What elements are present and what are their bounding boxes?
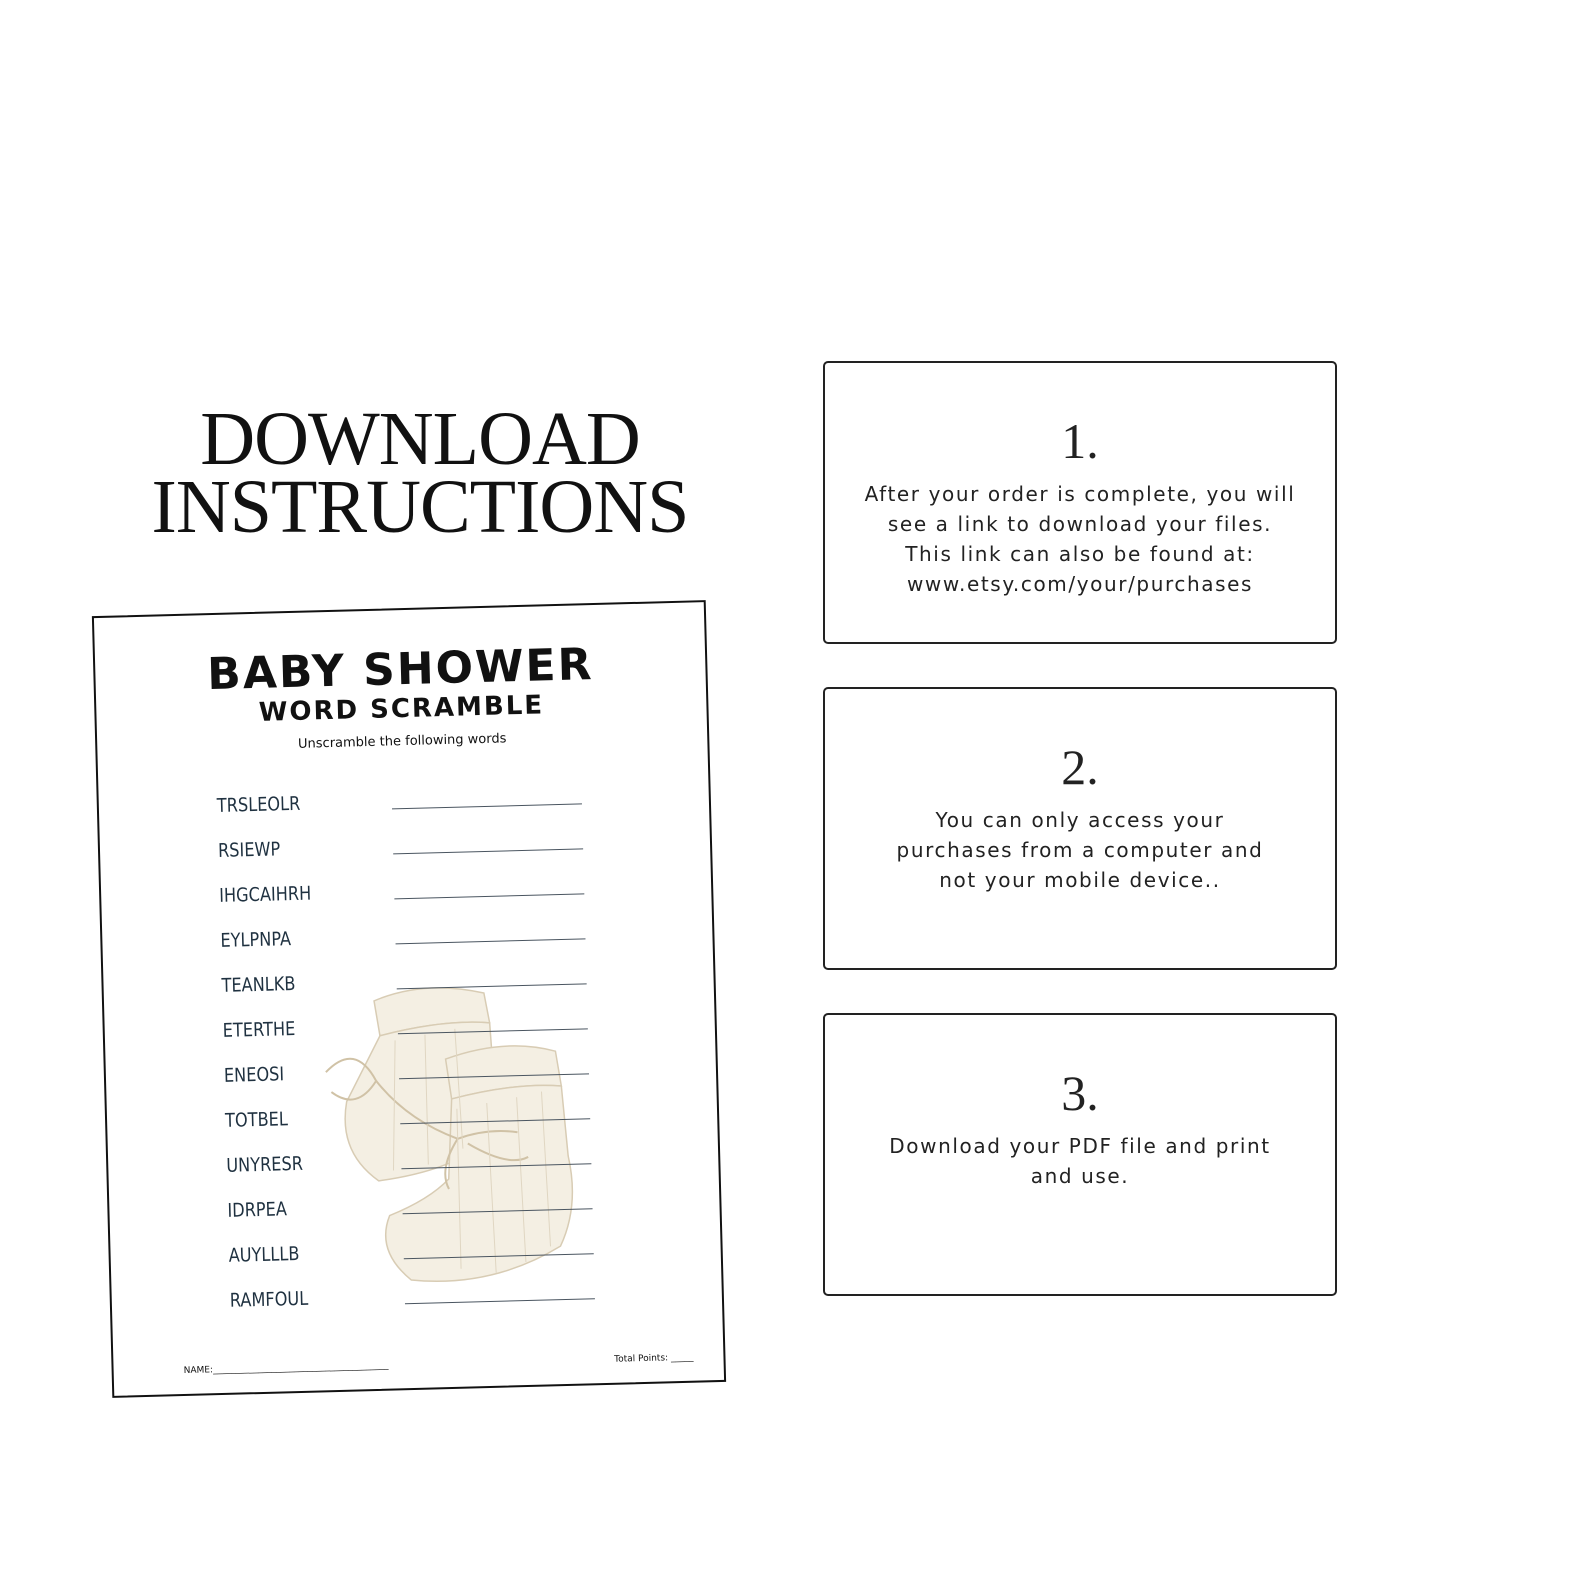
step-text — [845, 1131, 1315, 1191]
answer-line — [399, 1073, 589, 1079]
answer-line — [400, 1118, 590, 1124]
worksheet-preview — [92, 600, 726, 1398]
step-line: not your mobile device.. — [939, 868, 1221, 892]
heading-line-2: INSTRUCTIONS — [151, 465, 689, 549]
scrambled-word: RAMFOUL — [229, 1287, 309, 1312]
step-card-3 — [823, 1013, 1337, 1296]
answer-line — [393, 848, 583, 854]
answer-line — [401, 1163, 591, 1169]
step-number: 3. — [1061, 1065, 1099, 1121]
heading-line-1: DOWNLOAD — [200, 397, 640, 481]
scrambled-word: IDRPEA — [227, 1198, 288, 1222]
answer-line — [403, 1208, 593, 1214]
step-text — [845, 479, 1315, 599]
word-row-1 — [217, 785, 598, 825]
step-line: You can only access your — [935, 808, 1225, 832]
scrambled-word: TOTBEL — [224, 1108, 289, 1132]
answer-line — [398, 1028, 588, 1034]
scrambled-word: IHGCAIHRH — [218, 882, 312, 907]
answer-line — [404, 1253, 594, 1259]
total-points-label: Total Points: _____ — [614, 1352, 694, 1365]
answer-line — [392, 803, 582, 809]
scrambled-word: RSIEWP — [217, 838, 281, 862]
step-card-1 — [823, 361, 1337, 644]
page-heading — [100, 397, 740, 549]
scrambled-word: ETERTHE — [222, 1017, 296, 1042]
worksheet-title: BABY SHOWER — [206, 639, 595, 701]
step-number: 2. — [1061, 739, 1099, 795]
scrambled-word: EYLPNPA — [220, 928, 292, 952]
name-field-label: NAME:_______________________________________ — [183, 1360, 389, 1377]
step-line: www.etsy.com/your/purchases — [906, 572, 1254, 596]
step-card-2 — [823, 687, 1337, 970]
step-line: see a link to download your files. — [887, 512, 1273, 536]
word-row-4 — [220, 920, 601, 960]
scrambled-word: TEANLKB — [221, 972, 296, 997]
step-text — [845, 805, 1315, 895]
step-line: Download your PDF file and print — [889, 1134, 1271, 1158]
step-line: and use. — [1030, 1164, 1130, 1188]
answer-line — [394, 893, 584, 899]
scrambled-word: ENEOSI — [223, 1063, 285, 1087]
answer-line — [397, 983, 587, 989]
answer-line — [396, 938, 586, 944]
scrambled-word: AUYLLLB — [228, 1242, 300, 1267]
step-line: This link can also be found at: — [905, 542, 1255, 566]
worksheet-instruction: Unscramble the following words — [297, 731, 507, 752]
word-row-12 — [230, 1280, 611, 1320]
worksheet-subtitle: WORD SCRAMBLE — [258, 690, 545, 728]
step-line: purchases from a computer and — [896, 838, 1264, 862]
scrambled-word: TRSLEOLR — [216, 792, 301, 817]
scrambled-word: UNYRESR — [226, 1152, 304, 1177]
step-line: After your order is complete, you will — [864, 482, 1296, 506]
word-row-2 — [218, 830, 599, 870]
answer-line — [405, 1298, 595, 1304]
word-row-3 — [219, 875, 600, 915]
step-number: 1. — [1061, 413, 1099, 469]
